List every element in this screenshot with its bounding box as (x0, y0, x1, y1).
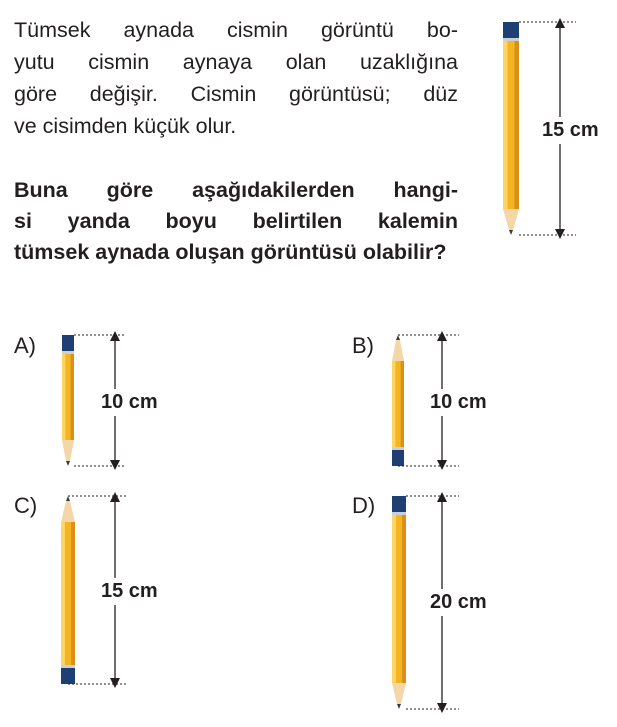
option-a-pencil-body-highlight (62, 354, 65, 440)
intro-line-1: Tümsek aynada cismin görüntü bo- (14, 18, 458, 42)
option-d-pencil-body-shade (402, 515, 406, 683)
option-b-pencil-body-shade (401, 361, 404, 447)
option-c-pencil-body-highlight (61, 522, 65, 665)
option-d-label[interactable]: D) (352, 493, 376, 518)
option-b-pencil-eraser (392, 450, 404, 466)
option-d-pencil-wood-tip (392, 683, 406, 704)
option-a-label[interactable]: A) (14, 333, 36, 358)
intro-line-2: yutu cismin aynaya olan uzaklığına (14, 50, 458, 74)
reference-pencil-body-shade (515, 41, 519, 209)
reference-pencil-wood-tip (503, 209, 519, 230)
option-d-pencil-ferrule (392, 512, 406, 515)
option-a-pencil-graphite-tip (66, 461, 70, 466)
option-b-pencil-wood-tip (392, 340, 404, 361)
option-b-pencil-body-highlight (392, 361, 395, 447)
intro-line-4: ve cisimden küçük olur. (14, 114, 237, 138)
option-a-length-label: 10 cm (101, 389, 158, 416)
option-a-pencil-body-shade (71, 354, 74, 440)
option-d-pencil-body-highlight (392, 515, 396, 683)
reference-pencil-eraser (503, 22, 519, 38)
reference-pencil-ferrule (503, 38, 519, 41)
question-line-2: si yanda boyu belirtilen kalemin (14, 209, 458, 233)
option-a-pencil-wood-tip (62, 440, 74, 461)
reference-pencil-graphite-tip (509, 230, 513, 235)
question-line-1: Buna göre aşağıdakilerden hangi- (14, 178, 458, 202)
option-a-pencil-ferrule (62, 351, 74, 354)
option-c-pencil-body-shade (71, 522, 75, 665)
option-b-label[interactable]: B) (352, 333, 374, 358)
option-c-pencil-eraser (61, 668, 75, 684)
option-d-pencil-graphite-tip (397, 704, 401, 709)
option-c-label[interactable]: C) (14, 493, 38, 518)
reference-pencil-body-highlight (503, 41, 507, 209)
intro-line-3: göre değişir. Cismin görüntüsü; düz (14, 82, 458, 106)
option-c-pencil-graphite-tip (66, 496, 70, 501)
reference-length-label: 15 cm (542, 117, 599, 144)
option-b-length-label: 10 cm (430, 389, 487, 416)
option-c-pencil-wood-tip (61, 501, 75, 522)
option-b-pencil-ferrule (392, 447, 404, 450)
question-line-3: tümsek aynada oluşan görüntüsü olabilir? (14, 240, 447, 264)
option-a-pencil-eraser (62, 335, 74, 351)
option-b-pencil-graphite-tip (396, 335, 400, 340)
option-c-pencil-ferrule (61, 665, 75, 668)
option-d-length-label: 20 cm (430, 589, 487, 616)
option-d-pencil-eraser (392, 496, 406, 512)
option-c-length-label: 15 cm (101, 578, 158, 605)
